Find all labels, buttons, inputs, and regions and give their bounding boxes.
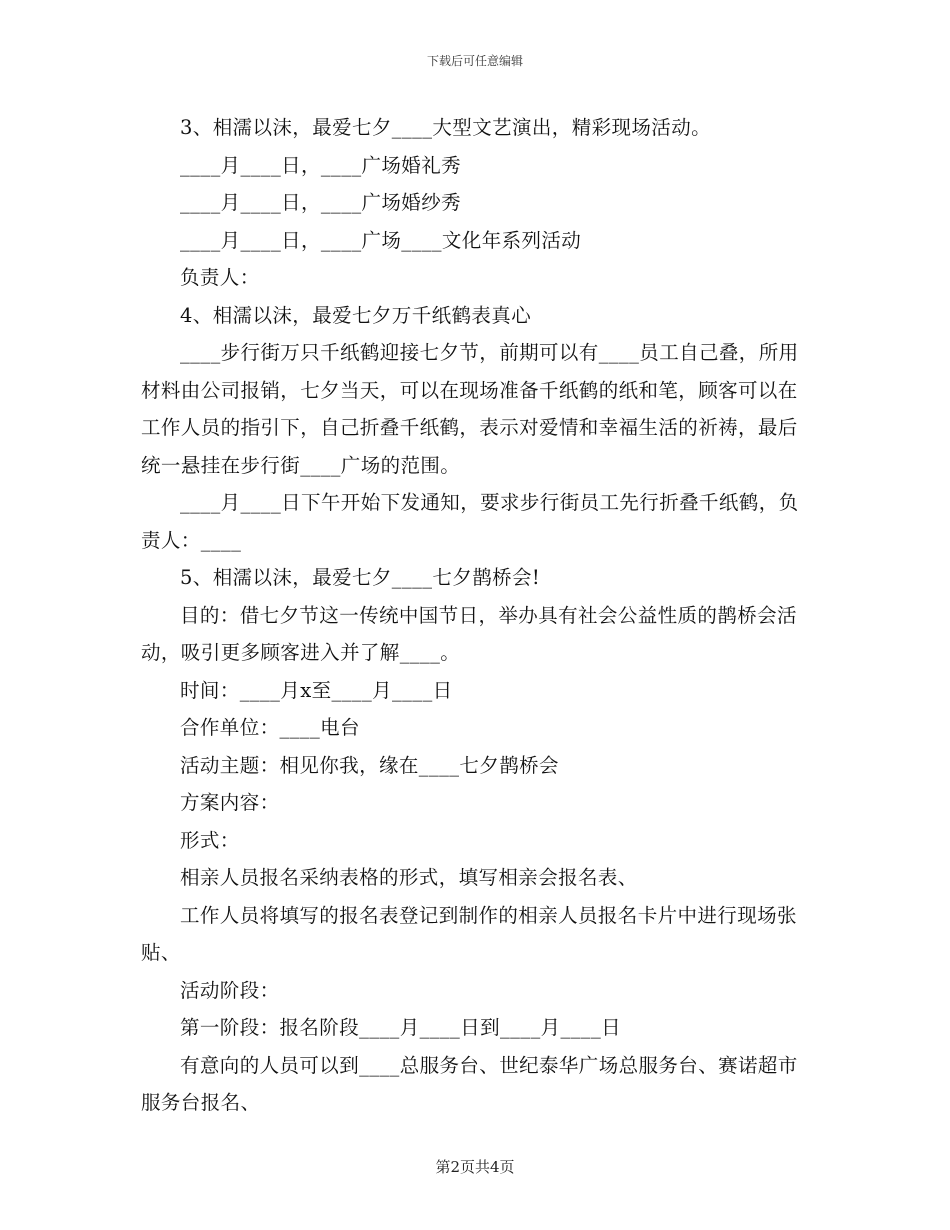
paragraph: 活动主题：相见你我，缘在____七夕鹊桥会 bbox=[180, 753, 559, 777]
paragraph: ____月____日，____广场____文化年系列活动 bbox=[180, 228, 582, 252]
paragraph: 有意向的人员可以到____总服务台、世纪泰华广场总服务台、赛诺超市服务台报名、 bbox=[141, 1053, 798, 1114]
paragraph: 目的：借七夕节这一传统中国节日，举办具有社会公益性质的鹊桥会活动，吸引更多顾客进入并了解____。 bbox=[141, 603, 797, 664]
paragraph: 时间：____月x至____月____日 bbox=[180, 678, 453, 702]
paragraph: 负责人： bbox=[180, 266, 260, 289]
paragraph: 5、相濡以沫，最爱七夕____七夕鹊桥会! bbox=[180, 566, 541, 589]
paragraph: ____步行街万只千纸鹤迎接七夕节，前期可以有____员工自己叠，所用材料由公司报销，七夕当天，可以在现场准备千纸鹤的纸和笔，顾客可以在工作人员的指引下，自己折叠千纸鹤，表示对爱情和幸福生活的祈祷，最后统一悬挂在步行街____广场的范围。 bbox=[141, 341, 799, 477]
page-header: 下载后可任意编辑 bbox=[426, 54, 523, 68]
paragraph: 第一阶段：报名阶段____月____日到____月____日 bbox=[180, 1016, 622, 1039]
paragraph: 方案内容： bbox=[180, 791, 280, 814]
paragraph: ____月____日，____广场婚纱秀 bbox=[180, 191, 461, 214]
paragraph: 3、相濡以沫，最爱七夕____大型文艺演出，精彩现场活动。 bbox=[180, 116, 712, 139]
document-body bbox=[141, 109, 813, 1122]
paragraph: ____月____日，____广场婚礼秀 bbox=[180, 153, 461, 177]
paragraph: ____月____日下午开始下发通知，要求步行街员工先行折叠千纸鹤，负责人：____ bbox=[141, 491, 799, 552]
paragraph: 活动阶段： bbox=[180, 978, 280, 1002]
paragraph: 相亲人员报名采纳表格的形式，填写相亲会报名表、 bbox=[180, 866, 638, 889]
paragraph: 4、相濡以沫，最爱七夕万千纸鹤表真心 bbox=[180, 303, 532, 327]
paragraph: 工作人员将填写的报名表登记到制作的相亲人员报名卡片中进行现场张贴、 bbox=[141, 903, 797, 964]
page-footer: 第2页共4页 bbox=[435, 1158, 515, 1176]
paragraph: 合作单位：____电台 bbox=[180, 716, 360, 739]
paragraph: 形式： bbox=[180, 828, 240, 852]
